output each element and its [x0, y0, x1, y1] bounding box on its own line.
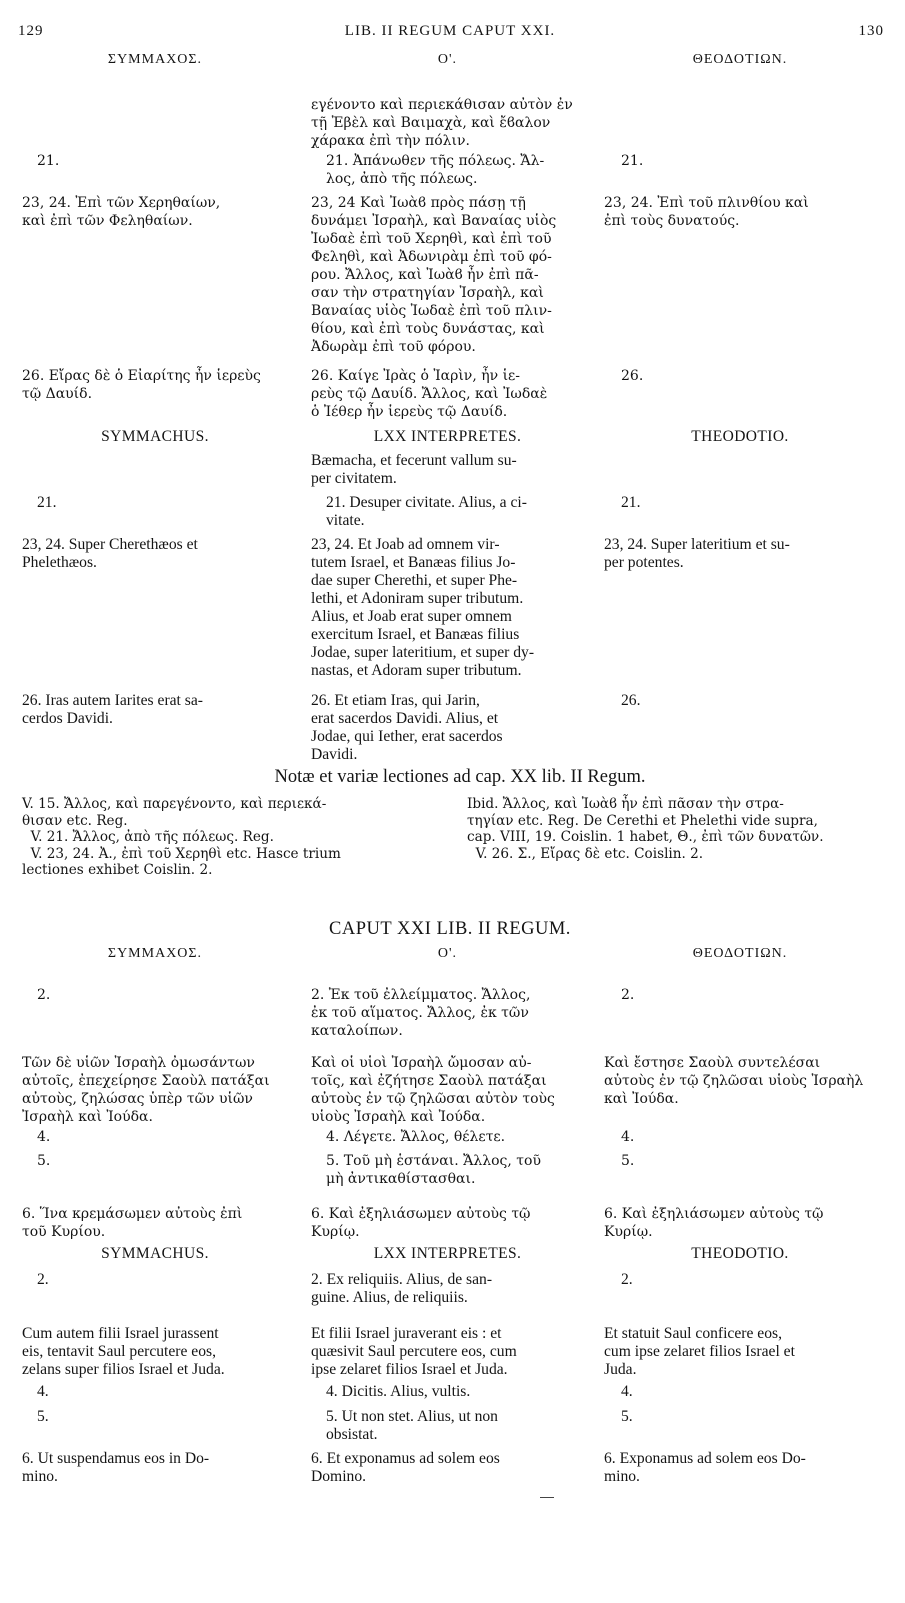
s2-latin-lxx-row4: 6. Et exponamus ad solem eos Domino.: [311, 1450, 500, 1485]
page-number-left: 129: [18, 23, 44, 39]
s2-latin-lxx-row2: 4. Dicitis. Alius, vultis.: [326, 1383, 471, 1400]
s2-greek-lxx-row1: Καὶ οἱ υἱοὶ Ἰσραὴλ ὤμοσαν αὐ- τοῖς, καὶ ἐζήτησε Σαοὺλ πατάξαι αὐτοὺς ἐν τῷ ζηλῶσαι αὐτὸν τοὺς υἱοὺς Ἰσραὴλ καὶ Ἰούδα.: [311, 1055, 555, 1125]
s2-greek-sym-row1: Τῶν δὲ υἱῶν Ἰσραὴλ ὀμωσάντων αὐτοῖς, ἐπεχείρησε Σαοὺλ πατάξαι αὐτοὺς, ζηλώσας ὑπὲρ τῶν υἱῶν Ἰσραὴλ καὶ Ἰούδα.: [22, 1055, 270, 1125]
s2-greek-lxx-row2: 4. Λέγετε. Ἄλλος, θέλετε.: [326, 1129, 506, 1145]
s2-greek-theo-row1: Καὶ ἔστησε Σαοὺλ συντελέσαι αὐτοὺς ἐν τῷ ζηλῶσαι υἱοὺς Ἰσραὴλ καὶ Ἰούδα.: [604, 1055, 864, 1107]
s2-latin-theo-row3: 5.: [621, 1408, 633, 1425]
s2-latin-header-symmachus: SYMMACHUS.: [101, 1245, 209, 1262]
s1-latin-sym-row3: 26. Iras autem Iarites erat sa- cerdos Davidi.: [22, 692, 203, 727]
s1-greek-theo-row3: 26.: [621, 368, 644, 384]
s2-latin-theo-row4: 6. Exponamus ad solem eos Do- mino.: [604, 1450, 806, 1485]
s2-greek-sym-row0: 2.: [37, 987, 51, 1003]
s2-greek-theo-row4: 6. Καὶ ἐξηλιάσωμεν αὐτοὺς τῷ Κυρίῳ.: [604, 1206, 824, 1240]
s2-greek-lxx-row0: 2. Ἐκ τοῦ ἐλλείμματος. Ἄλλος, ἐκ τοῦ αἵματος. Ἄλλος, ἐκ τῶν καταλοίπων.: [311, 987, 531, 1039]
greek-header-lxx: Ο'.: [437, 52, 458, 67]
s1-greek-lxx-row0: εγένοντο καὶ περιεκάθισαν αὐτὸν ἐν τῇ Ἐβὲλ καὶ Βαιμαχὰ, καὶ ἔϐαλον χάρακα ἐπὶ τὴν πόλιν.: [311, 97, 573, 149]
s1-greek-sym-row3: 26. Εἴρας δὲ ὁ Εἰαρίτης ἦν ἱερεὺς τῷ Δαυίδ.: [22, 368, 261, 402]
s1-latin-theo-row3: 26.: [621, 692, 641, 709]
footer-mark: [540, 1497, 554, 1498]
notes-left-column: V. 15. Ἄλλος, καὶ παρεγένοντο, καὶ περιεκά- θισαν etc. Reg. V. 21. Ἄλλος, ἀπὸ τῆς πόλεως. Reg. V. 23, 24. Ἀ., ἐπὶ τοῦ Χερηθὶ etc. Hasce trium lectiones exhibet Coislin. 2.: [22, 796, 341, 878]
s2-latin-theo-row1: Et statuit Saul conficere eos, cum ipse zelaret filios Israel et Juda.: [604, 1325, 795, 1378]
notes-title: Notæ et variæ lectiones ad cap. XX lib. II Regum.: [274, 767, 646, 787]
s2-latin-sym-row0: 2.: [37, 1271, 49, 1288]
s2-greek-lxx-row3: 5. Τοῦ μὴ ἑστάναι. Ἄλλος, τοῦ μὴ ἀντικαθίστασθαι.: [326, 1153, 541, 1187]
s2-latin-lxx-row1: Et filii Israel juraverant eis : et quæsivit Saul percutere eos, cum ipse zelaret filios Israel et Juda.: [311, 1325, 517, 1378]
s1-greek-lxx-row2: 23, 24 Καὶ Ἰωὰϐ πρὸς πάσῃ τῇ δυνάμει Ἰσραὴλ, καὶ Βαναίας υἱὸς Ἰωδαὲ ἐπὶ τοῦ Χερηθὶ, καὶ ἐπὶ τοῦ Φεληθὶ, καὶ Ἀδωνιρὰμ ἐπὶ τοῦ φό- ρου. Ἄλλος, καὶ Ἰωὰϐ ἦν ἐπὶ πᾶ- σαν τὴν στρατηγίαν Ἰσραὴλ, καὶ Βαναίας υἱὸς Ἰωδαὲ ἐπὶ τοῦ πλιν- θίου, καὶ ἐπὶ τοὺς δυνάστας, καὶ Ἀδωρὰμ ἐπὶ τοῦ φόρου.: [311, 195, 557, 355]
s2-greek-theo-row0: 2.: [621, 987, 635, 1003]
s2-greek-theo-row2: 4.: [621, 1129, 635, 1145]
greek-header-theodotion: ΘΕΟΔΟΤΙΩΝ.: [692, 52, 788, 67]
s2-latin-sym-row4: 6. Ut suspendamus eos in Do- mino.: [22, 1450, 210, 1485]
s2-latin-sym-row3: 5.: [37, 1408, 49, 1425]
caput-title: CAPUT XXI LIB. II REGUM.: [329, 919, 571, 939]
s2-latin-header-theodotio: THEODOTIO.: [691, 1245, 789, 1262]
s2-greek-sym-row4: 6. Ἵνα κρεμάσωμεν αὐτοὺς ἐπὶ τοῦ Κυρίου.: [22, 1206, 243, 1240]
s1-latin-lxx-row3: 26. Et etiam Iras, qui Jarin, erat sacerdos Davidi. Alius, et Jodae, qui Iether, erat sacerdos Davidi.: [311, 692, 503, 763]
s1-greek-theo-row1: 21.: [621, 153, 644, 169]
greek-header-symmachus: ΣΥΜΜΑΧΟΣ.: [107, 52, 203, 67]
s2-greek-header-symmachus: ΣΥΜΜΑΧΟΣ.: [107, 946, 203, 961]
s2-latin-header-lxx: LXX INTERPRETES.: [373, 1245, 522, 1262]
s1-greek-sym-row2: 23, 24. Ἐπὶ τῶν Χερηθαίων, καὶ ἐπὶ τῶν Φεληθαίων.: [22, 195, 221, 229]
s1-latin-lxx-row1: 21. Desuper civitate. Alius, a ci- vitate.: [326, 494, 527, 529]
s2-latin-lxx-row0: 2. Ex reliquiis. Alius, de san- guine. Alius, de reliquiis.: [311, 1271, 493, 1306]
notes-right-column: Ibid. Ἄλλος, καὶ Ἰωὰϐ ἦν ἐπὶ πᾶσαν τὴν στρα- τηγίαν etc. Reg. De Cerethi et Phelethi vide supra, cap. VIII, 19. Coislin. 1 habet, Θ., ἐπὶ τῶν δυνατῶν. V. 26. Σ., Εἴρας δὲ etc. Coislin. 2.: [467, 796, 824, 862]
s1-latin-theo-row1: 21.: [621, 494, 641, 511]
s2-greek-header-theodotion: ΘΕΟΔΟΤΙΩΝ.: [692, 946, 788, 961]
s2-greek-sym-row2: 4.: [37, 1129, 51, 1145]
s1-latin-sym-row2: 23, 24. Super Cherethæos et Phelethæos.: [22, 536, 198, 571]
s1-greek-lxx-row1: 21. Ἀπάνωθεν τῆς πόλεως. Ἄλ- λος, ἀπὸ τῆς πόλεως.: [326, 153, 545, 187]
s1-greek-lxx-row3: 26. Καίγε Ἰρὰς ὁ Ἰαρὶν, ἦν ἱε- ρεὺς τῷ Δαυίδ. Ἄλλος, καὶ Ἰωδαὲ ὁ Ἰέθερ ἦν ἱερεὺς τῷ Δαυίδ.: [311, 368, 548, 420]
s2-latin-sym-row1: Cum autem filii Israel jurassent eis, tentavit Saul percutere eos, zelans super filios Israel et Juda.: [22, 1325, 225, 1378]
s2-latin-theo-row2: 4.: [621, 1383, 633, 1400]
s1-latin-sym-row1: 21.: [37, 494, 57, 511]
s2-latin-lxx-row3: 5. Ut non stet. Alius, ut non obsistat.: [326, 1408, 498, 1443]
page-number-right: 130: [858, 23, 884, 39]
s2-greek-sym-row3: 5.: [37, 1153, 51, 1169]
s1-greek-theo-row2: 23, 24. Ἐπὶ τοῦ πλινθίου καὶ ἐπὶ τοὺς δυνατούς.: [604, 195, 809, 229]
s2-latin-theo-row0: 2.: [621, 1271, 633, 1288]
s1-latin-lxx-row0: Bæmacha, et fecerunt vallum su- per civitatem.: [311, 452, 517, 487]
s2-greek-theo-row3: 5.: [621, 1153, 635, 1169]
s2-greek-header-lxx: Ο'.: [437, 946, 458, 961]
s2-latin-sym-row2: 4.: [37, 1383, 49, 1400]
s1-latin-theo-row2: 23, 24. Super lateritium et su- per potentes.: [604, 536, 790, 571]
latin-header-symmachus: SYMMACHUS.: [101, 428, 209, 445]
latin-header-theodotio: THEODOTIO.: [691, 428, 789, 445]
running-head-title: LIB. II REGUM CAPUT XXI.: [344, 23, 556, 39]
latin-header-lxx: LXX INTERPRETES.: [373, 428, 522, 445]
s1-greek-sym-row1: 21.: [37, 153, 60, 169]
s2-greek-lxx-row4: 6. Καὶ ἐξηλιάσωμεν αὐτοὺς τῷ Κυρίῳ.: [311, 1206, 531, 1240]
s1-latin-lxx-row2: 23, 24. Et Joab ad omnem vir- tutem Israel, et Banæas filius Jo- dae super Cherethi, et super Phe- lethi, et Adoniram super tributum. Alius, et Joab erat super omnem exercitum Israel, et Banæas filius Jodae, super lateritium, et super dy- nastas, et Adoram super tributum.: [311, 536, 535, 679]
